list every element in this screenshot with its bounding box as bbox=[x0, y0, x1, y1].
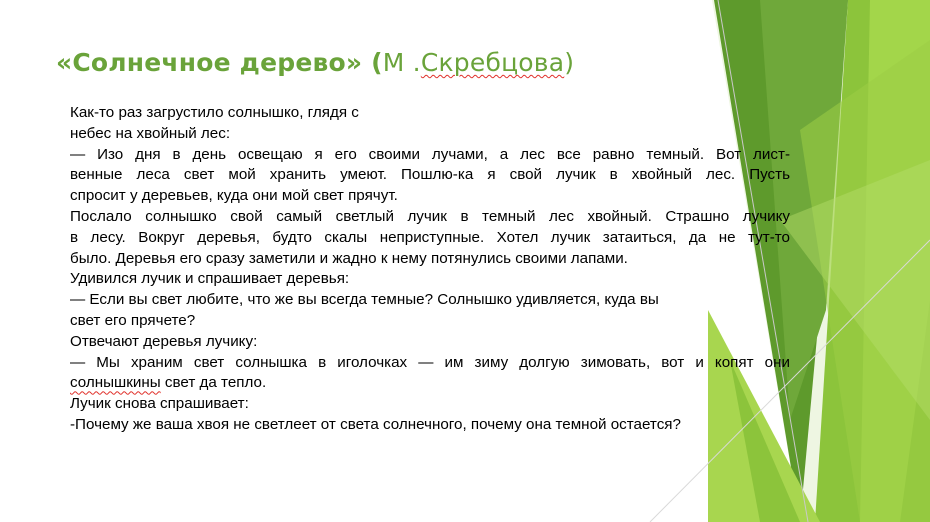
slide-title bbox=[56, 48, 574, 77]
text-line: Как-то раз загрустило солнышко, глядя с bbox=[70, 104, 359, 121]
text-line: свет его прячете? bbox=[70, 311, 196, 329]
spellcheck-word: солнышкины bbox=[70, 374, 161, 392]
title-main: «Солнечное дерево» ( bbox=[56, 48, 383, 77]
text-line: -Почему же ваша хвоя не светлеет от света солнечного, почему она темной остается? bbox=[70, 415, 681, 433]
text-line: было. Деревья его сразу заметили и жадно к нему потянулись своими лапами. bbox=[70, 249, 628, 267]
text-line: — Если вы свет любите, что же вы всегда темные? Солнышко удивляется, куда вы bbox=[70, 291, 659, 309]
text-line: в лесу. Вокруг деревья, будто скалы неприступные. Хотел лучик затаиться, да не тут-то bbox=[70, 228, 790, 246]
text-line: спросит у деревьев, куда они мой свет прячут. bbox=[70, 187, 398, 205]
text-line: — Изо дня в день освещаю я его своими лучами, а лес все равно темный. Вот лист- bbox=[70, 145, 790, 163]
title-author-prefix: М . bbox=[382, 48, 421, 77]
title-author-name: Скребцова bbox=[420, 48, 565, 77]
text-line: Удивился лучик и спрашивает деревья: bbox=[70, 270, 350, 288]
text-line: небес на хвойный лес: bbox=[70, 124, 231, 142]
story-text bbox=[70, 103, 790, 436]
text-line-spellcheck bbox=[70, 373, 790, 394]
text-line: — Мы храним свет солнышка в иголочках — им зиму долгую зимовать, вот и копят они bbox=[70, 353, 790, 371]
text-fragment: свет да тепло. bbox=[160, 374, 267, 392]
title-close: ) bbox=[564, 48, 575, 77]
text-line: Отвечают деревья лучику: bbox=[70, 332, 258, 350]
text-line: венные леса свет мой хранить умеют. Пошлю-ка я свой лучик в хвойный лес. Пусть bbox=[70, 166, 790, 184]
text-line: Послало солнышко свой самый светлый лучик в темный лес хвойный. Страшно лучику bbox=[70, 207, 790, 225]
text-line: Лучик снова спрашивает: bbox=[70, 395, 249, 413]
